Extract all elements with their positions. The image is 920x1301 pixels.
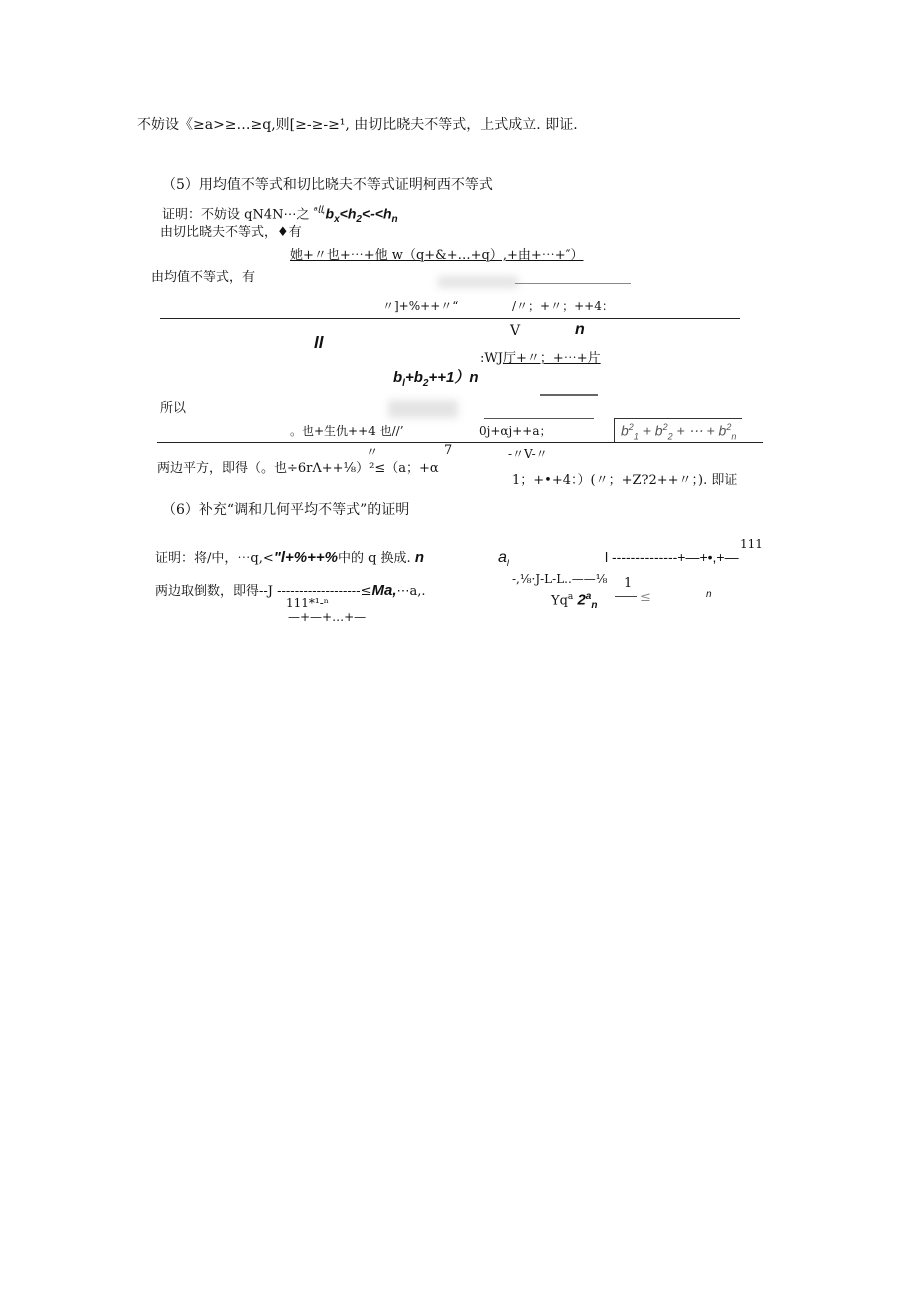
- formula-b: b: [325, 205, 335, 222]
- reciprocal-text: 两边取倒数，即得--J -------------------≤: [155, 584, 372, 599]
- yq-expression: [551, 592, 597, 611]
- wj-line: [480, 352, 601, 365]
- proof-6-text: 证明：将/中，⋯q,<: [155, 551, 274, 566]
- section-6-title: （6）补充“调和几何平均不等式”的证明: [162, 502, 410, 518]
- label-ll: ll: [314, 333, 324, 352]
- yq-a: a: [585, 591, 592, 602]
- formula-sub-x: x: [334, 213, 340, 225]
- label-111-star: 111*¹-ⁿ: [286, 596, 329, 610]
- proof-6-replace: 中的 q 换成.: [337, 551, 411, 566]
- equation-1: 她+〃也+⋯+他 w（q+&+…+q）,+由+⋯+″）: [290, 248, 584, 263]
- label-7: 7: [444, 443, 453, 458]
- label-111: 111: [740, 537, 763, 551]
- a-symbol: a: [498, 549, 507, 566]
- sqrt-bn: + ⋯ + b: [676, 422, 727, 439]
- a-sub: l: [506, 558, 509, 569]
- equation-3-mid: 0j+αj++a；: [479, 424, 552, 438]
- scan-smudge: [438, 276, 518, 288]
- sqrt-b1: b: [621, 422, 629, 439]
- square-result-line: 1；+•+4：）(〃；+Z?2++〃；). 即证: [512, 473, 738, 488]
- formula-h: <h: [339, 205, 357, 222]
- sqrt-b2: + b: [642, 422, 663, 439]
- b2: +b: [404, 369, 423, 386]
- wj-label: :WJ: [480, 351, 503, 366]
- b2-sub: 2: [422, 378, 429, 389]
- formula-sub-2: 2: [356, 213, 362, 225]
- wj-expression: 厅+〃；+⋯+片: [502, 351, 601, 366]
- label-1: 1: [624, 576, 633, 591]
- ma-rest: ⋯a,.: [396, 584, 426, 599]
- equation-2-left: 〃]+%++〃“: [382, 299, 459, 313]
- section-6-proof-line: [155, 550, 424, 565]
- dash-sum: —+—+…+—: [288, 610, 367, 624]
- proof-6-n: n: [414, 549, 425, 566]
- statement-line-1: 不妨设《≥a>≥…≥q,则[≥-≥-≥¹, 由切比晓夫不等式，上式成立. 即证.: [137, 117, 578, 133]
- rule-fragment: [540, 394, 598, 396]
- yq-sup: a: [567, 592, 574, 602]
- fraction-rule-1: [160, 318, 740, 319]
- le-symbol: ≤: [640, 590, 651, 605]
- section-5-proof-line: [162, 206, 398, 225]
- b1-sub: l: [402, 378, 405, 389]
- dash-line: l --------------+—+•,+—: [605, 549, 739, 565]
- equation-2-right: /〃；+〃；++4：: [512, 299, 614, 313]
- label-n: n: [575, 321, 585, 338]
- label-V: V: [510, 323, 521, 339]
- label-double-quote: 〃: [366, 445, 379, 459]
- a-l-label: [498, 550, 509, 568]
- formula-sub-n: n: [391, 213, 398, 225]
- formula-a: ᵃ𝗅𝗅,: [313, 205, 326, 216]
- scan-smudge-2: [388, 400, 458, 418]
- yq-2: 2: [573, 591, 586, 609]
- b-rest: ++1）n: [428, 369, 479, 386]
- equation-3-left: 。也+生仇++4 也//’: [290, 424, 404, 438]
- yq-n: n: [591, 599, 598, 611]
- overline: [484, 418, 594, 419]
- yq-text: Yq: [551, 593, 568, 609]
- formula-h-n: <-<h: [361, 205, 392, 222]
- b1: b: [393, 369, 403, 386]
- mean-inequality-line: 由均值不等式，有: [151, 270, 256, 285]
- chebyshev-line: 由切比晓夫不等式，♦有: [160, 225, 302, 240]
- proof-text: 证明：不妨设 qN4N⋯之: [162, 207, 310, 223]
- fraction-fragment: -,⅛·J-L-L..——⅛: [512, 572, 608, 586]
- b-sum-line: [393, 370, 478, 389]
- so-label: 所以: [160, 401, 187, 416]
- small-fraction-rule: [615, 596, 637, 597]
- rule-short: [515, 283, 631, 284]
- label-v-dash: -〃V-〃: [508, 447, 548, 461]
- square-both-sides-line: 两边平方，即得（。也÷6rΛ++⅛）²≤（a；+α: [157, 461, 439, 476]
- sqrt-expression: $b^2_1 + b^2_2$ + ⋯ + $b^2_n$: [614, 418, 742, 443]
- section-5-title: （5）用均值不等式和切比晓夫不等式证明柯西不等式: [162, 177, 493, 193]
- label-n-2: n: [706, 589, 712, 600]
- fraction-rule-2: [157, 442, 763, 443]
- ma-symbol: Ma,: [371, 582, 397, 599]
- proof-6-formula: "l+%++%: [273, 549, 338, 566]
